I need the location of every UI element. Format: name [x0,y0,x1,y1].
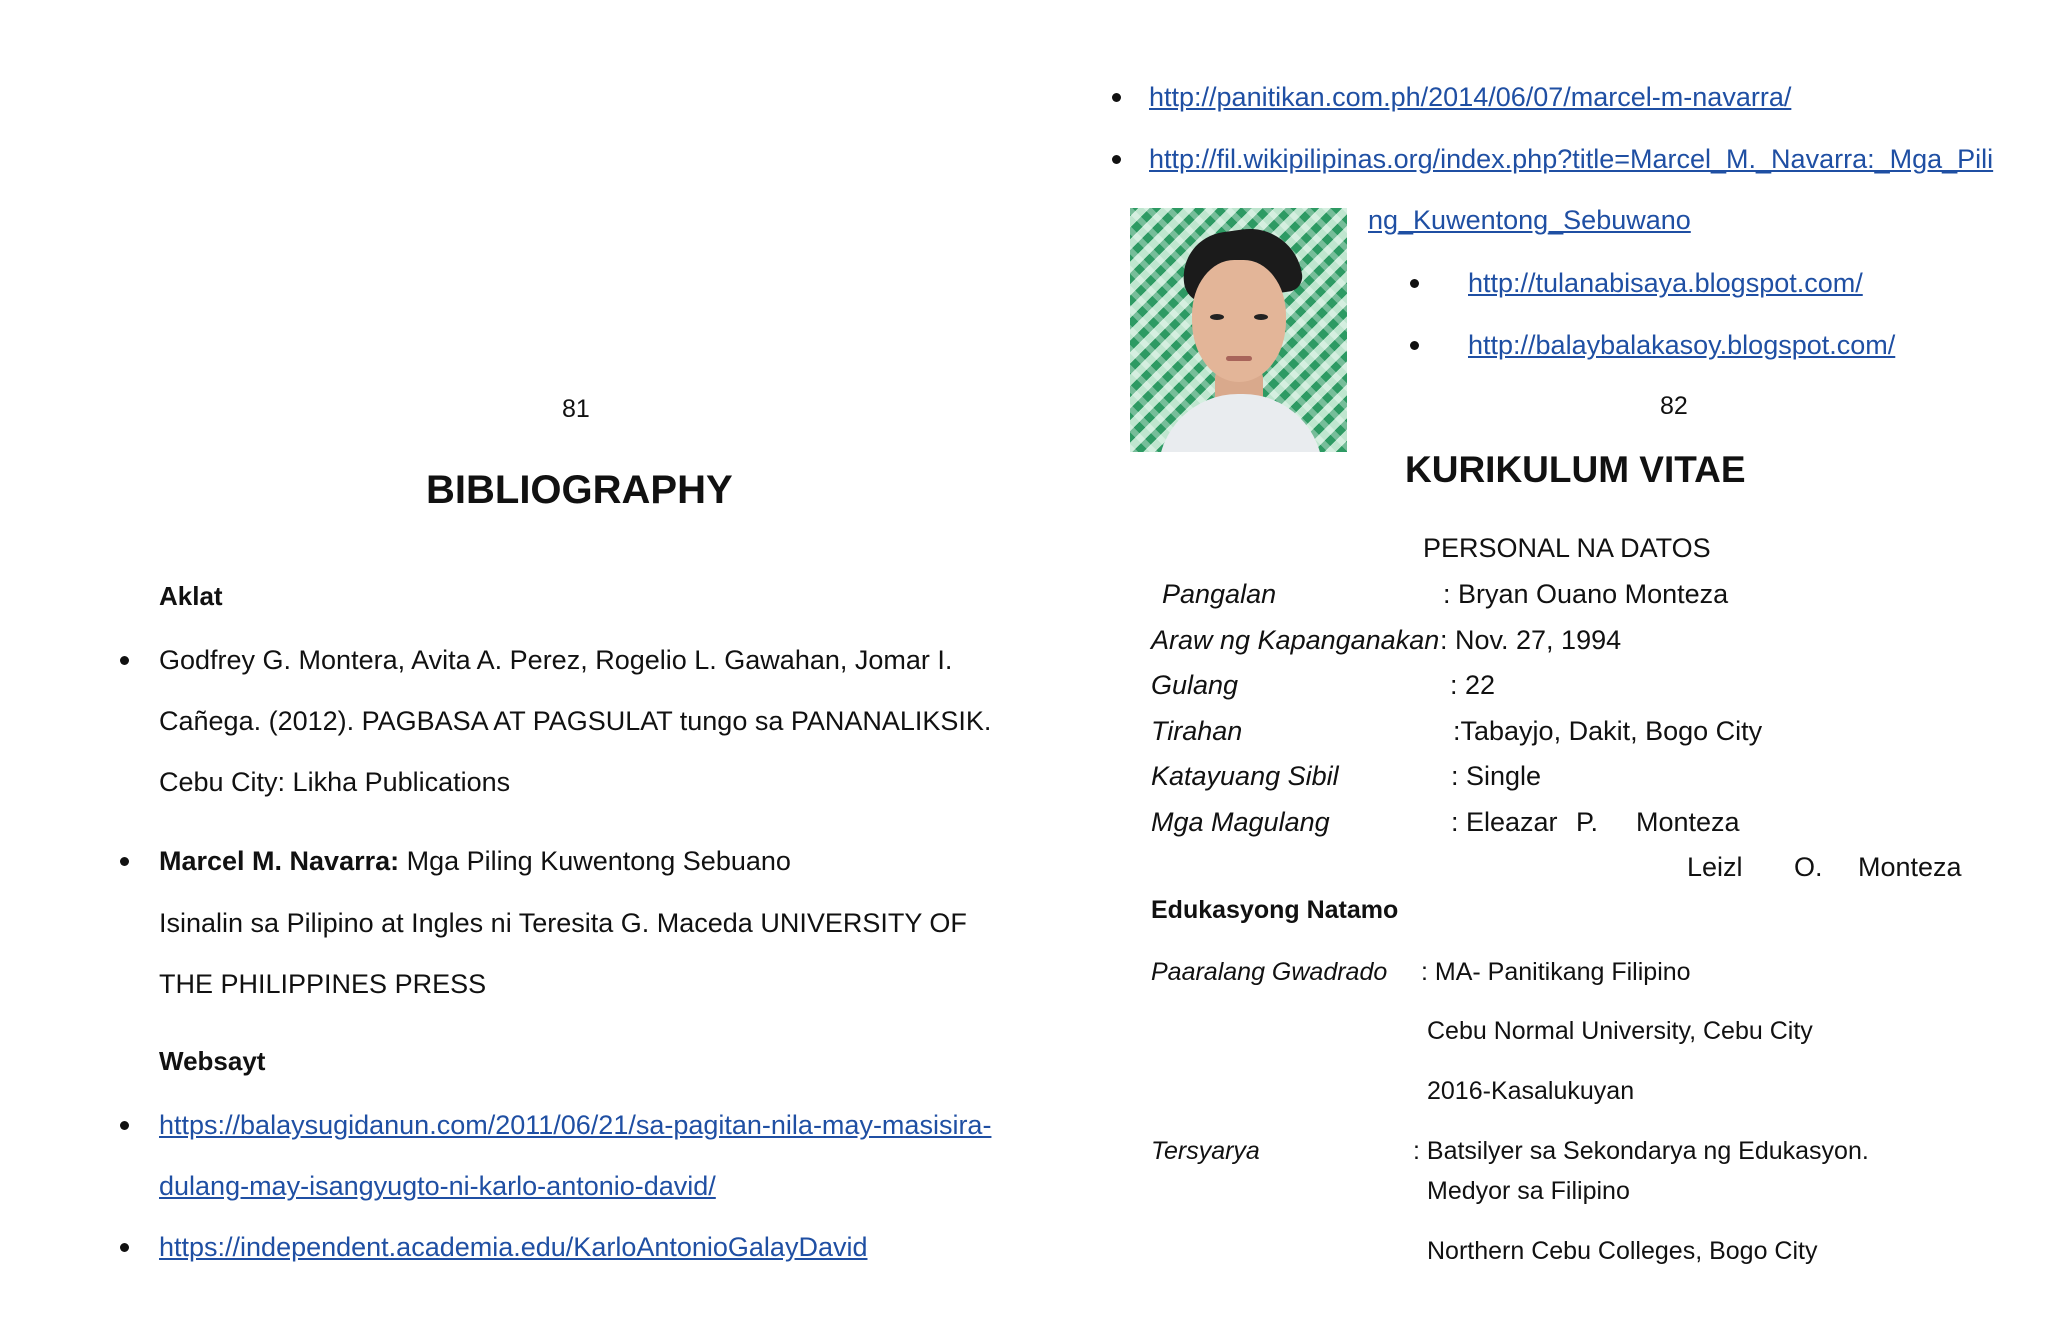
websites-heading: Websayt [159,1046,266,1076]
parent2-last: Monteza [1858,852,1962,882]
tertiary-major: Medyor sa Filipino [1427,1177,1630,1205]
name-label: Pangalan [1162,579,1277,609]
age-label: Gulang [1151,670,1239,700]
book-entry-line: Cebu City: Likha Publications [159,767,511,797]
bullet-icon [120,656,129,665]
age-value: : 22 [1450,670,1496,700]
address-value: :Tabayjo, Dakit, Bogo City [1453,716,1763,746]
book-entry-line: Cañega. (2012). PAGBASA AT PAGSULAT tungo sa PANANALIKSIK. [159,706,992,736]
bullet-icon [120,857,129,866]
parent1-first: : Eleazar [1451,807,1558,837]
civil-status-label: Katayuang Sibil [1151,761,1339,791]
book-entry-line [159,846,791,877]
book-entry-line: Isinalin sa Pilipino at Ingles ni Teresita G. Maceda UNIVERSITY OF [159,908,967,938]
book-title: Mga Piling Kuwentong Sebuano [399,846,791,876]
tertiary-school: Northern Cebu Colleges, Bogo City [1427,1237,1818,1265]
personal-data-heading: PERSONAL NA DATOS [1423,533,1711,563]
website-link[interactable]: dulang-may-isangyugto-ni-karlo-antonio-david/ [159,1171,716,1201]
parents-label: Mga Magulang [1151,807,1330,837]
website-link[interactable]: https://independent.academia.edu/KarloAntonioGalayDavid [159,1232,868,1262]
profile-photo [1130,208,1347,452]
website-link[interactable]: http://fil.wikipilipinas.org/index.php?title=Marcel_M._Navarra:_Mga_Pili [1149,144,1994,174]
parent1-middle: P. [1576,807,1599,837]
bullet-icon [1112,93,1121,102]
bullet-icon [1410,341,1419,350]
page-number-left: 81 [562,395,590,423]
book-author: Marcel M. Navarra: [159,846,400,876]
bullet-icon [1112,155,1121,164]
website-link[interactable]: http://tulanabisaya.blogspot.com/ [1468,268,1863,298]
cv-title: KURIKULUM VITAE [1405,449,1746,490]
tertiary-degree: : Batsilyer sa Sekondarya ng Edukasyon. [1413,1137,1869,1165]
website-link[interactable]: http://balaybalakasoy.blogspot.com/ [1468,330,1896,360]
birth-label: Araw ng Kapanganakan [1151,625,1440,655]
website-link[interactable]: http://panitikan.com.ph/2014/06/07/marcel-m-navarra/ [1149,82,1792,112]
book-entry-line: Godfrey G. Montera, Avita A. Perez, Rogelio L. Gawahan, Jomar I. [159,645,953,675]
books-heading: Aklat [159,581,223,611]
civil-status-value: : Single [1451,761,1542,791]
parent2-middle: O. [1794,852,1823,882]
bullet-icon [120,1121,129,1130]
book-entry-line: THE PHILIPPINES PRESS [159,969,487,999]
education-heading: Edukasyong Natamo [1151,896,1399,924]
graduate-school-label: Paaralang Gwadrado [1151,958,1388,986]
tertiary-label: Tersyarya [1151,1137,1260,1165]
parent2-first: Leizl [1687,852,1743,882]
graduate-school-years: 2016-Kasalukuyan [1427,1077,1635,1105]
page-number-right: 82 [1660,392,1688,420]
website-link[interactable]: ng_Kuwentong_Sebuwano [1368,205,1691,235]
bullet-icon [120,1243,129,1252]
address-label: Tirahan [1151,716,1243,746]
graduate-school-name: Cebu Normal University, Cebu City [1427,1017,1813,1045]
parent1-last: Monteza [1636,807,1740,837]
website-link[interactable]: https://balaysugidanun.com/2011/06/21/sa-pagitan-nila-may-masisira- [159,1110,992,1140]
graduate-school-degree: : MA- Panitikang Filipino [1421,958,1691,986]
bullet-icon [1410,279,1419,288]
name-value: : Bryan Ouano Monteza [1443,579,1729,609]
birth-value: : Nov. 27, 1994 [1440,625,1622,655]
bibliography-title: BIBLIOGRAPHY [426,468,733,512]
